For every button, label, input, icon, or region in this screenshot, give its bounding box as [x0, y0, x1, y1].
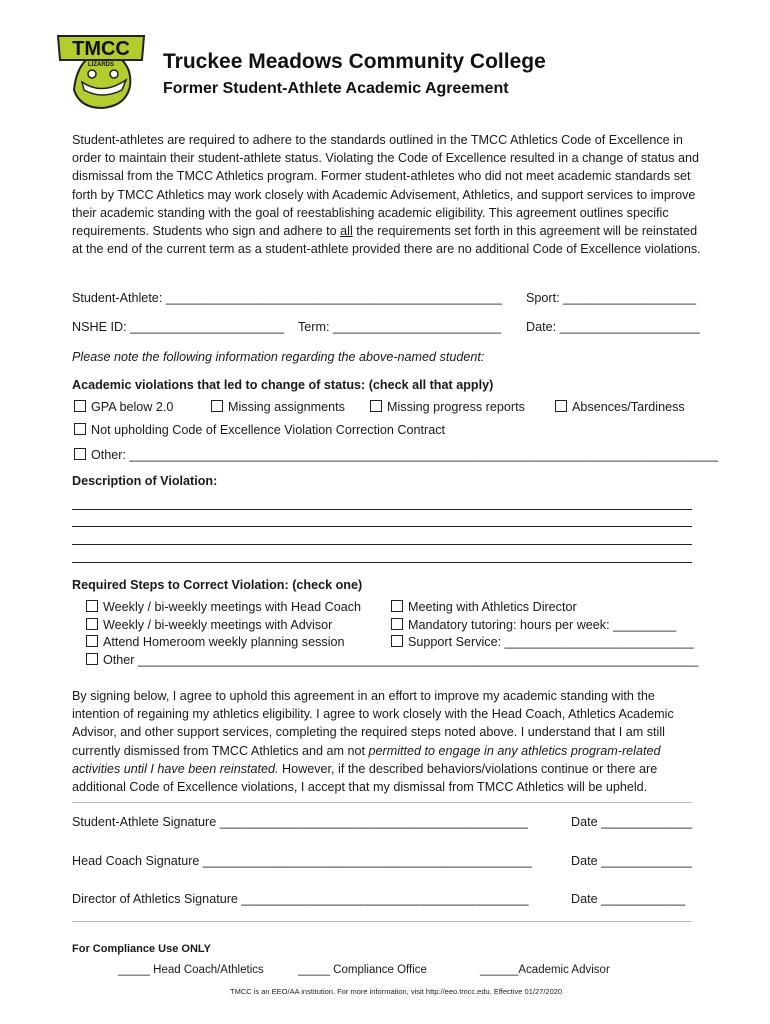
tutoring-checkbox[interactable]: Mandatory tutoring: hours per week: _________: [391, 618, 676, 632]
not-upholding-checkbox[interactable]: Not upholding Code of Excellence Violation Correction Contract: [74, 423, 445, 437]
weekly-advisor-checkbox[interactable]: Weekly / bi-weekly meetings with Advisor: [86, 618, 332, 632]
coach-signature-date[interactable]: Date _____________: [571, 854, 693, 868]
gpa-checkbox[interactable]: GPA below 2.0: [74, 400, 173, 414]
description-line[interactable]: [72, 562, 692, 563]
divider: [72, 802, 692, 803]
intro-paragraph: Student-athletes are required to adhere to the standards outlined in the TMCC Athletics Code of Excellence in order to maintain their student-athlete status. Violating the Code of Excellence resulted in a change of status and dismissal from the TMCC Athletics program. Former student-athletes who did not meet academic standards set forth by TMCC Athletics may work closely with Academic Advisement, Athletics, and support services to improve their academic standing with the goal of reestablishing academic eligibility. This agreement outlines specific requirements. Students who sign and adhere to all the requirements set forth in this agreement will be reinstated at the end of the current term as a student-athlete provided there are no additional Code of Excellence violations.: [72, 133, 701, 257]
sport-field[interactable]: Sport: ___________________: [526, 291, 697, 305]
compliance-advisor[interactable]: ______Academic Advisor: [480, 964, 610, 976]
tmcc-lizards-logo: [56, 30, 148, 110]
coach-signature-field[interactable]: Head Coach Signature _______________________________________________: [72, 854, 533, 868]
logo-text: TMCC: [72, 38, 130, 60]
student-signature-date[interactable]: Date _____________: [571, 815, 693, 829]
other-step-checkbox[interactable]: Other ________________________________________________________________________________: [86, 653, 698, 667]
note-text: Please note the following information regarding the above-named student:: [72, 350, 485, 364]
violations-heading: Academic violations that led to change of status: (check all that apply): [72, 378, 494, 392]
student-signature-field[interactable]: Student-Athlete Signature ____________________________________________: [72, 815, 528, 829]
missing-assignments-checkbox[interactable]: Missing assignments: [211, 400, 345, 414]
page-subtitle: Former Student-Athlete Academic Agreement: [163, 80, 509, 97]
date-field[interactable]: Date: ____________________: [526, 320, 700, 334]
homeroom-checkbox[interactable]: Attend Homeroom weekly planning session: [86, 635, 345, 649]
compliance-heading: For Compliance Use ONLY: [72, 943, 211, 955]
director-signature-date[interactable]: Date ____________: [571, 892, 686, 906]
steps-heading: Required Steps to Correct Violation: (check one): [72, 578, 363, 592]
absences-checkbox[interactable]: Absences/Tardiness: [555, 400, 685, 414]
director-signature-field[interactable]: Director of Athletics Signature _________________________________________: [72, 892, 529, 906]
other-violation-checkbox[interactable]: Other: ____________________________________________________________________________________: [74, 448, 718, 462]
weekly-coach-checkbox[interactable]: Weekly / bi-weekly meetings with Head Coach: [86, 600, 361, 614]
page-title: Truckee Meadows Community College: [163, 50, 546, 73]
nshe-id-field[interactable]: NSHE ID: ______________________: [72, 320, 285, 334]
divider: [72, 921, 692, 922]
support-service-checkbox[interactable]: Support Service: ___________________________: [391, 635, 694, 649]
description-line[interactable]: [72, 509, 692, 510]
missing-progress-checkbox[interactable]: Missing progress reports: [370, 400, 525, 414]
meeting-director-checkbox[interactable]: Meeting with Athletics Director: [391, 600, 577, 614]
student-athlete-field[interactable]: Student-Athlete: ________________________________________________: [72, 291, 503, 305]
description-line[interactable]: [72, 544, 692, 545]
description-line[interactable]: [72, 526, 692, 527]
logo-subtext: LIZARDS: [88, 62, 114, 68]
footer-text: TMCC is an EEO/AA institution. For more information, visit http://eeo.tmcc.edu. Effective 01/27/2020: [230, 987, 563, 996]
term-field[interactable]: Term: ________________________: [298, 320, 502, 334]
compliance-head-coach[interactable]: _____ Head Coach/Athletics: [118, 964, 264, 976]
description-heading: Description of Violation:: [72, 474, 218, 488]
compliance-office[interactable]: _____ Compliance Office: [298, 964, 427, 976]
agreement-paragraph: By signing below, I agree to uphold this agreement in an effort to improve my academic standing with the intention of regaining my athletics eligibility. I agree to work closely with the Head Coach, Athletics Academic Advisor, and other support services, completing the required steps noted above. I understand that I am still currently dismissed from TMCC Athletics and am not permitted to engage in any athletics program-related activities until I have been reinstated. However, if the described behaviors/violations continue or there are additional Code of Excellence violations, I accept that my dismissal from TMCC Athletics will be upheld.: [72, 689, 674, 795]
